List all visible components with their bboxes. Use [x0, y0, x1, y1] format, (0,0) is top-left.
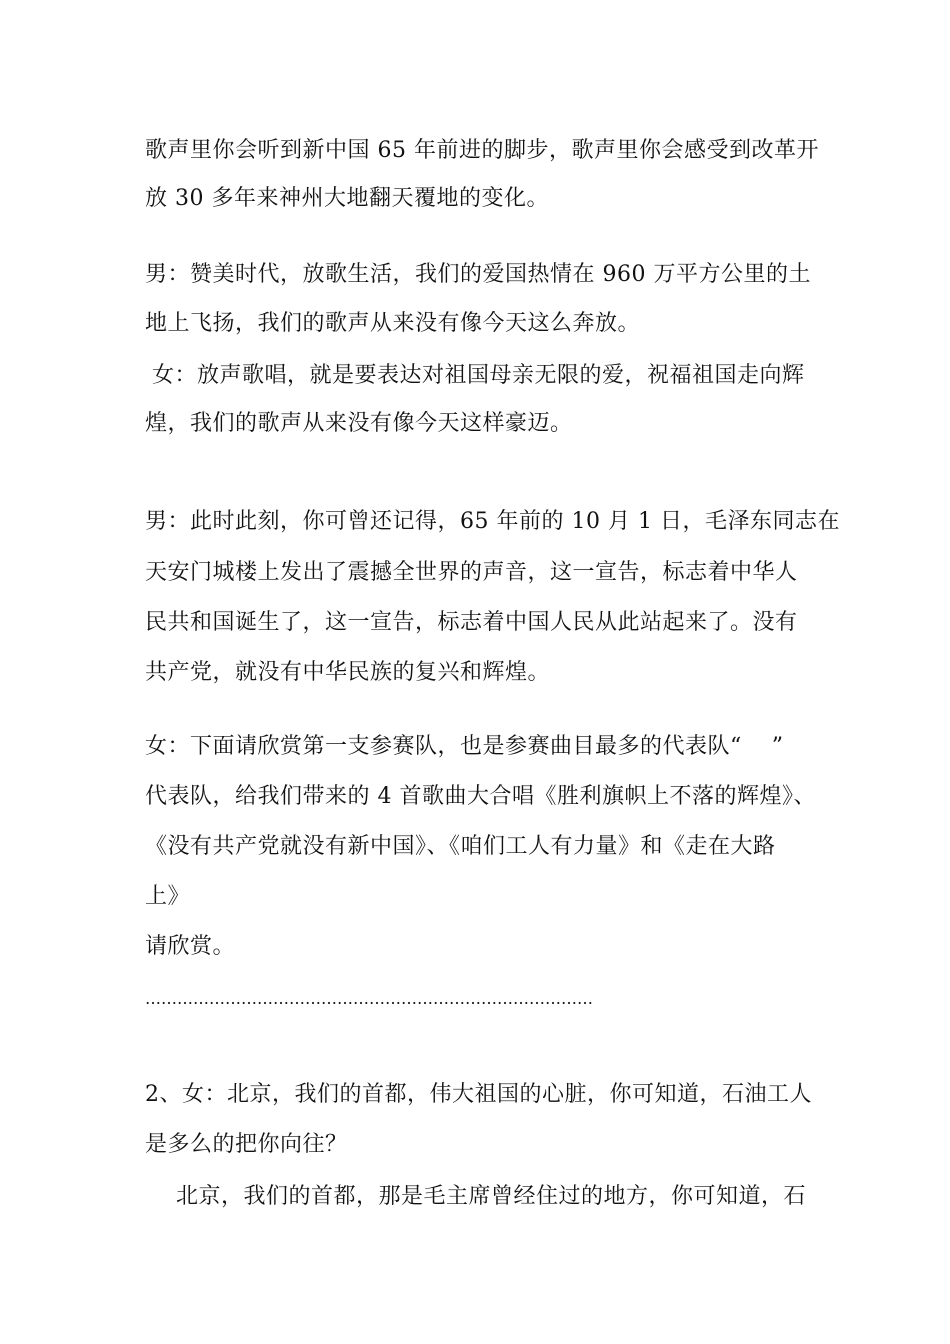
- paragraph-line: 煌，我们的歌声从来没有像今天这样豪迈。: [145, 411, 573, 436]
- dotted-separator: …………………………………………………………………………: [145, 989, 593, 1008]
- paragraph-line: 放 30 多年来神州大地翻天覆地的变化。: [145, 186, 549, 211]
- paragraph-line: 代表队，给我们带来的 4 首歌曲大合唱《胜利旗帜上不落的辉煌》、: [145, 784, 816, 809]
- paragraph-line: 男：此时此刻，你可曾还记得，65 年前的 10 月 1 日，毛泽东同志在: [145, 509, 840, 534]
- paragraph-line: 北京，我们的首都，那是毛主席曾经住过的地方，你可知道，石: [176, 1184, 807, 1209]
- paragraph-line: 《没有共产党就没有新中国》、《咱们工人有力量》和《走在大路: [145, 834, 776, 859]
- paragraph-line: 民共和国诞生了，这一宣告，标志着中国人民从此站起来了。没有: [145, 610, 798, 635]
- paragraph-line: 共产党，就没有中华民族的复兴和辉煌。: [145, 660, 551, 685]
- paragraph-line: 女：放声歌唱，就是要表达对祖国母亲无限的爱，祝福祖国走向辉: [152, 363, 805, 388]
- paragraph-line: 地上飞扬，我们的歌声从来没有像今天这么奔放。: [145, 311, 641, 336]
- paragraph-line: 上》: [145, 884, 191, 909]
- paragraph-line: 男：赞美时代，放歌生活，我们的爱国热情在 960 万平方公里的土: [145, 262, 811, 287]
- paragraph-line: 请欣赏。: [145, 934, 236, 959]
- paragraph-line: 女：下面请欣赏第一支参赛队，也是参赛曲目最多的代表队“ ”: [145, 734, 784, 759]
- paragraph-line: 天安门城楼上发出了震撼全世界的声音，这一宣告，标志着中华人: [145, 560, 798, 585]
- paragraph-line: 歌声里你会听到新中国 65 年前进的脚步，歌声里你会感受到改革开: [145, 138, 819, 163]
- paragraph-line: 2、女：北京，我们的首都，伟大祖国的心脏，你可知道，石油工人: [145, 1082, 812, 1107]
- paragraph-line: 是多么的把你向往？: [145, 1132, 348, 1157]
